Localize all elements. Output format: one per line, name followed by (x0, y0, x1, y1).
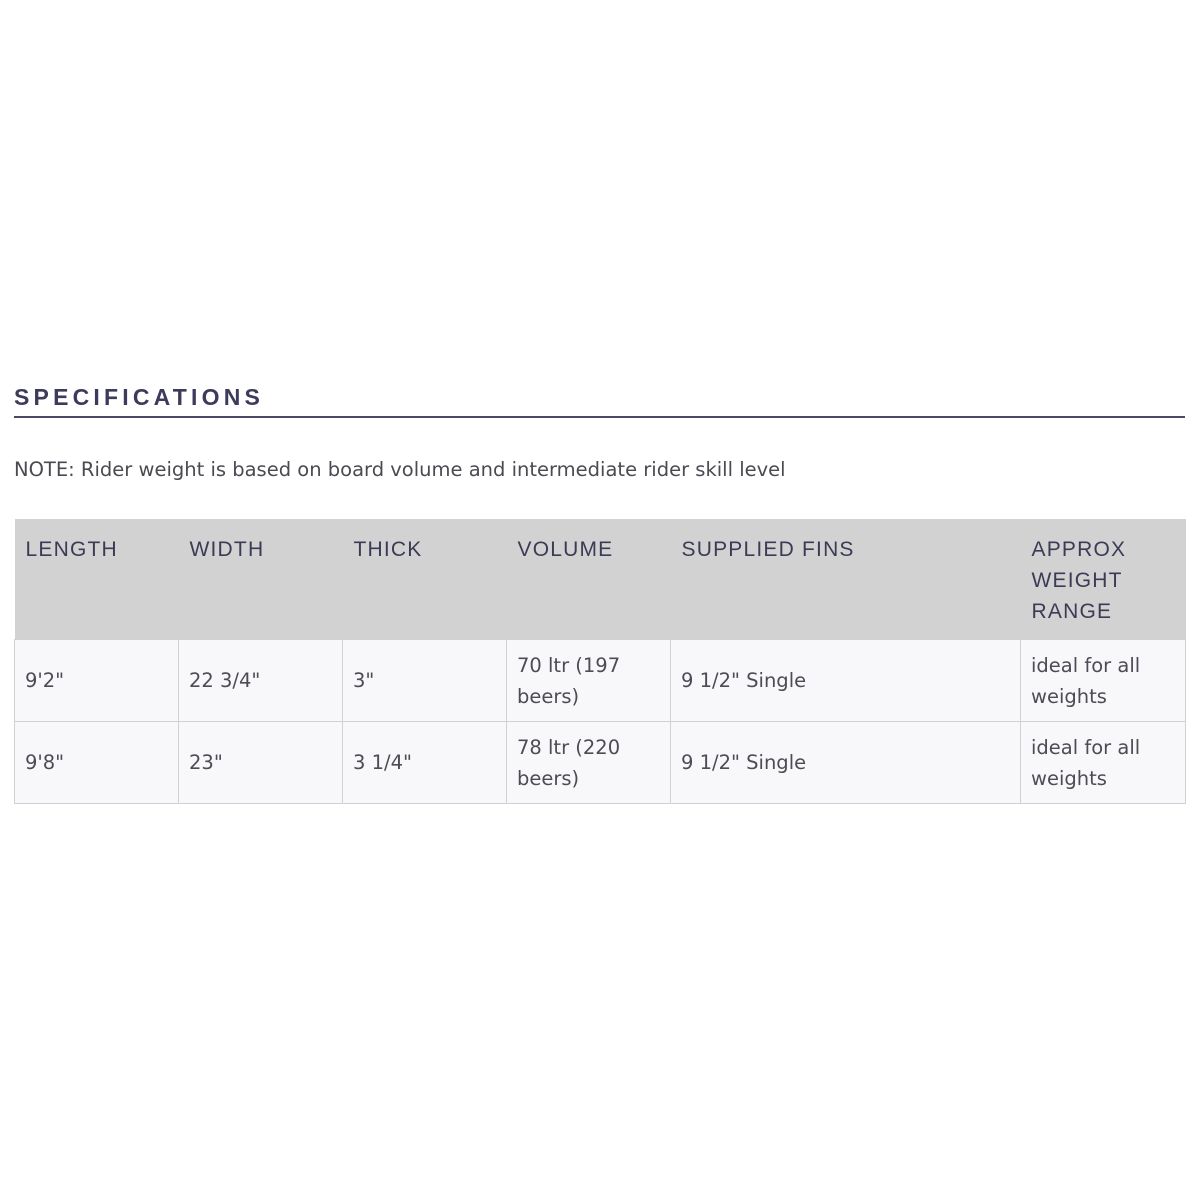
cell-width: 22 3/4" (179, 640, 343, 722)
column-header-volume: VOLUME (507, 519, 671, 640)
table-row (15, 640, 1186, 722)
rider-weight-note: NOTE: Rider weight is based on board volume and intermediate rider skill level (14, 458, 786, 481)
cell-weight-range: ideal for all weights (1021, 722, 1186, 804)
section-title: SPECIFICATIONS (14, 384, 1185, 418)
column-header-weight-range: APPROX WEIGHT RANGE (1021, 519, 1186, 640)
cell-length: 9'2" (15, 640, 179, 722)
cell-volume: 70 ltr (197 beers) (507, 640, 671, 722)
table-row (15, 722, 1186, 804)
cell-thick: 3" (343, 640, 507, 722)
column-header-thick: THICK (343, 519, 507, 640)
cell-supplied-fins: 9 1/2" Single (671, 722, 1021, 804)
column-header-supplied-fins: SUPPLIED FINS (671, 519, 1021, 640)
cell-thick: 3 1/4" (343, 722, 507, 804)
table-header-row (15, 519, 1186, 640)
specifications-table (14, 519, 1186, 804)
column-header-length: LENGTH (15, 519, 179, 640)
specifications-section (14, 384, 1185, 790)
cell-length: 9'8" (15, 722, 179, 804)
column-header-width: WIDTH (179, 519, 343, 640)
cell-width: 23" (179, 722, 343, 804)
cell-volume: 78 ltr (220 beers) (507, 722, 671, 804)
cell-weight-range: ideal for all weights (1021, 640, 1186, 722)
cell-supplied-fins: 9 1/2" Single (671, 640, 1021, 722)
